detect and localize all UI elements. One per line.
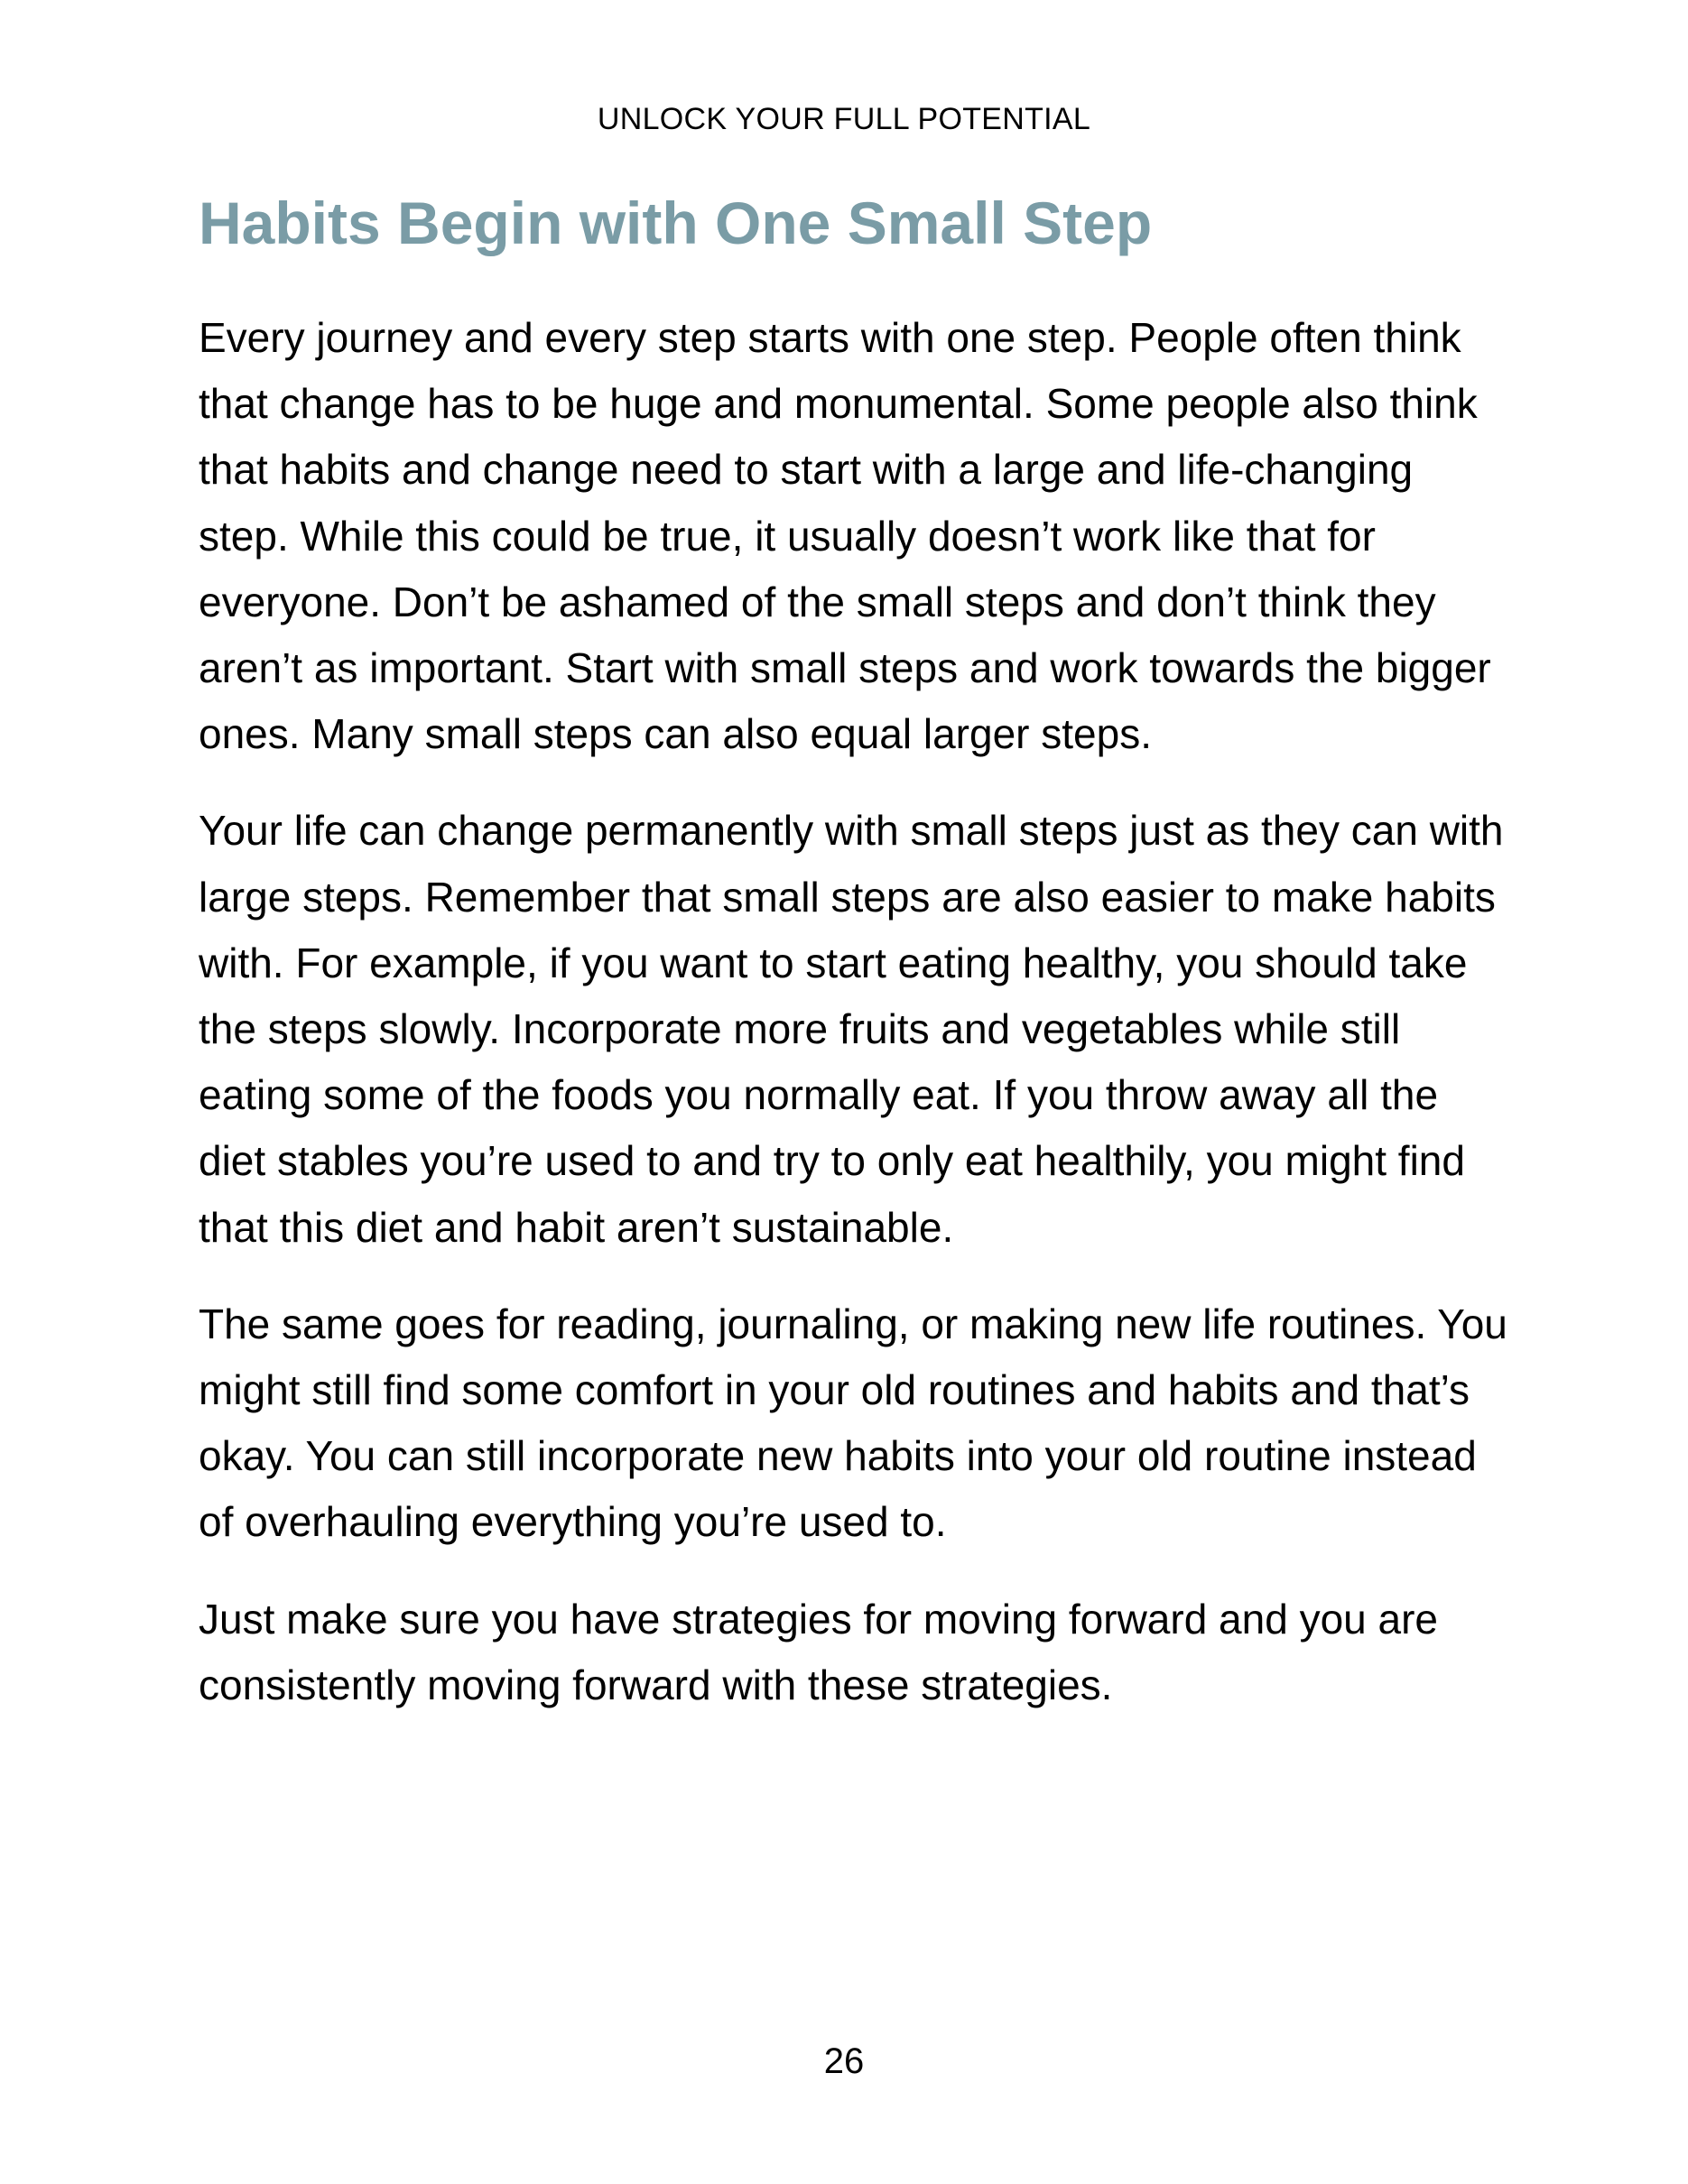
running-header: UNLOCK YOUR FULL POTENTIAL [597, 102, 1091, 136]
body-paragraph-2: Your life can change permanently with small steps just as they can with large steps. Remember that small steps are also easier to make habits with. For example, if you want to start eating healthy, you should take the steps slowly. Incorporate more fruits and vegetables while still eating some of the foods you normally eat. If you throw away all the diet stables you’re used to and try to only eat healthily, you might find that this diet and habit aren’t sustainable. [199, 807, 1504, 1251]
section-title: Habits Begin with One Small Step [199, 190, 1153, 256]
page-number: 26 [823, 2041, 865, 2081]
page-content [199, 186, 1507, 1749]
body-paragraph-4: Just make sure you have strategies for moving forward and you are consistently moving forward with these strategies. [199, 1595, 1439, 1708]
body-paragraph-1: Every journey and every step starts with one step. People often think that change has to be huge and monumental. Some people also think that habits and change need to start with a large and life-changing step. While this could be true, it usually doesn’t work like that for everyone. Don’t be ashamed of the small steps and don’t think they aren’t as important. Start with small steps and work towards the bigger ones. Many small steps can also equal larger steps. [199, 314, 1491, 758]
body-paragraph-3: The same goes for reading, journaling, or making new life routines. You might still find some comfort in your old routines and habits and that’s okay. You can still incorporate new habits into your old routine instead of overhauling everything you’re used to. [199, 1300, 1507, 1546]
